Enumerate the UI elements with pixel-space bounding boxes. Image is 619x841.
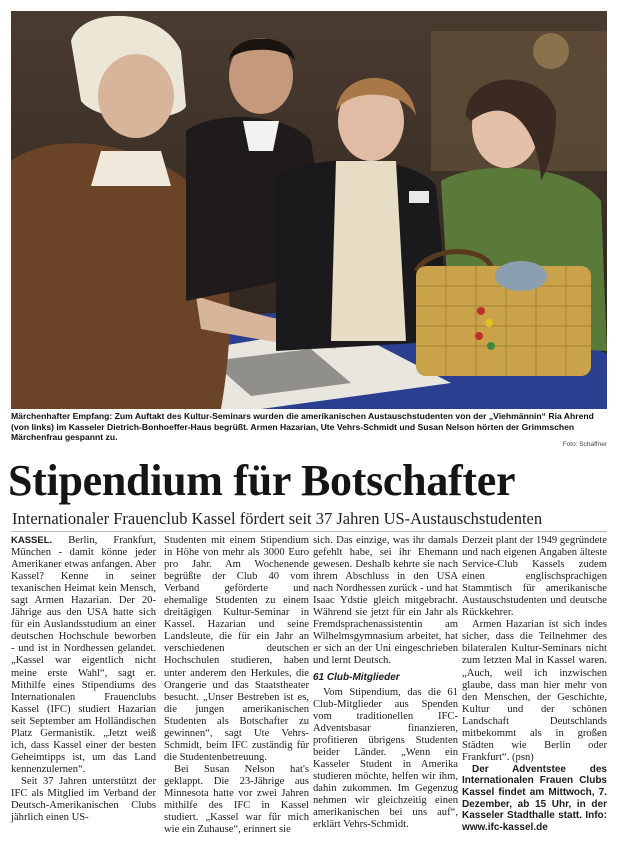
article-column-2 [164,535,309,836]
photo-caption [11,411,607,451]
article-column-1 [11,535,156,824]
paragraph: Vom Stipendium, das die 61 Club-Mitglieder aus Spenden vom traditionellen IFC-Adventsbasar finanzieren, profitieren übrigens Studenten beider Länder. „Wenn ein Kasseler Student in Amerika studieren möchte, helfen wir ihm, dahin zukommen. Im Gegenzug nehmen wir gleichzeitig einen amerikanischen bei uns auf“, erklärt Vehrs-Schmidt. [313,686,458,831]
paragraph: Derzeit plant der 1949 gegründete und nach eigenen Angaben älteste Service-Club Kassels zudem einen englischsprachigen Stammtisch für amerikanische Austauschstudenten und deutsche Rückkehrer. [462,535,607,619]
divider [11,531,607,532]
headline: Stipendium für Botschafter [8,456,516,505]
caption-text: Märchenhafter Empfang: Zum Auftakt des Kultur-Seminars wurden die amerikanischen Austauschstudenten von der „Viehmännin“ Ria Ahrend (von links) im Kasseler Dietrich-Bonhoeffer-Haus begrüßt. Armen Hazarian, Ute Vehrs-Schmidt und Susan Nelson hörten der Grimmschen Märchenfrau gespannt zu. [11,411,594,443]
paragraph: sich. Das einzige, was ihr damals gefehlt habe, sei ihr Ehemann gewesen. Deshalb kehrte sie nach ihrem Abschluss in den USA nach Nordhessen zurück - und hat Isaac Ydstie gleich mitgebracht. Während sie jetzt für ein Jahr als Fremdsprachenassistentin am Wilhelmsgymnasium arbeitet, hat er sich an der Uni eingeschrieben und lernt Deutsch. [313,535,458,667]
event-notice: Der Adventstee des Internationalen Frauen Clubs Kassel findet am Mittwoch, 7. Dezember, ab 15 Uhr, in der Kasseler Stadthalle statt. Info: www.ifc-kassel.de [462,763,607,833]
article-column-3 [313,535,458,831]
paragraph: Berlin, Frankfurt, München - damit könne jeder Amerikaner etwas anfangen. Aber Kassel? Kenne in seiner texanischen Heimat kein Mensch, sagt Armen Hazarian. Der 20-Jährige aus den USA hatte sich für ein Auslandsstudium an einer deutschen Hochschule beworben - und ist in Nordhessen gelandet. „Kassel war eigentlich nicht meine erste Wahl“, sagt er. Mithilfe eines Stipendiums des Internationalen Frauenclubs Kassel (IFC) studiert Hazarian seit September am Holländischen Platz Germanistik. „Jetzt weiß ich, dass Kassel einer der besten Geheimtipps ist, um das Land kennenzulernen“. [11,535,156,775]
article-column-4 [462,535,607,833]
photo-credit: Foto: Schaffner [562,441,607,449]
paragraph: Armen Hazarian ist sich indes sicher, dass die Teilnehmer des bilateralen Kultur-Seminars nicht zum letzten Mal in Kassel waren. „Auch, weil ich inzwischen glaube, dass man hier mehr von den Menschen, der Geschichte, Kultur und der schönen Landschaft Deutschlands mitbekommt als in großen Städten wie Berlin oder Frankfurt“. (psn) [462,619,607,763]
section-subheading: 61 Club-Mitglieder [313,671,400,683]
photo-illustration [11,11,607,409]
toy-mouse-shape [495,261,547,291]
paragraph: Bei Susan Nelson hat's geklappt. Die 23-Jährige aus Minnesota hatte vor zwei Jahren mithilfe des IFC in Kassel studiert. „Kassel war für mich wie ein Zuhause“, erinnert sie [164,763,309,836]
paragraph: Studenten mit einem Stipendium in Höhe von mehr als 3000 Euro pro Jahr. Am Wochenende begrüßte der Club 40 vom Verband geförderte und ehemalige Studenten zu einem dreitägigen Kultur-Seminar in Kassel. Hazarian und seine Landsleute, die für ein Jahr an verschiedenen deutschen Hochschulen studieren, haben unter anderem den Herkules, die Orangerie und das Staatstheater besucht. „Unser Bestreben ist es, die jungen amerikanischen Studenten als Botschafter zu gewinnen“, sagt Ute Vehrs-Schmidt, beim IFC zuständig für die Studentenbetreuung. [164,535,309,763]
article-photo [11,11,607,409]
subheadline: Internationaler Frauenclub Kassel fördert seit 37 Jahren US-Austauschstudenten [12,509,543,528]
dateline: KASSEL. [11,535,53,546]
paragraph: Seit 37 Jahren unterstützt der IFC als Mitglied im Verband der Deutsch-Amerikanischen Clubs jährlich einen US- [11,775,156,824]
